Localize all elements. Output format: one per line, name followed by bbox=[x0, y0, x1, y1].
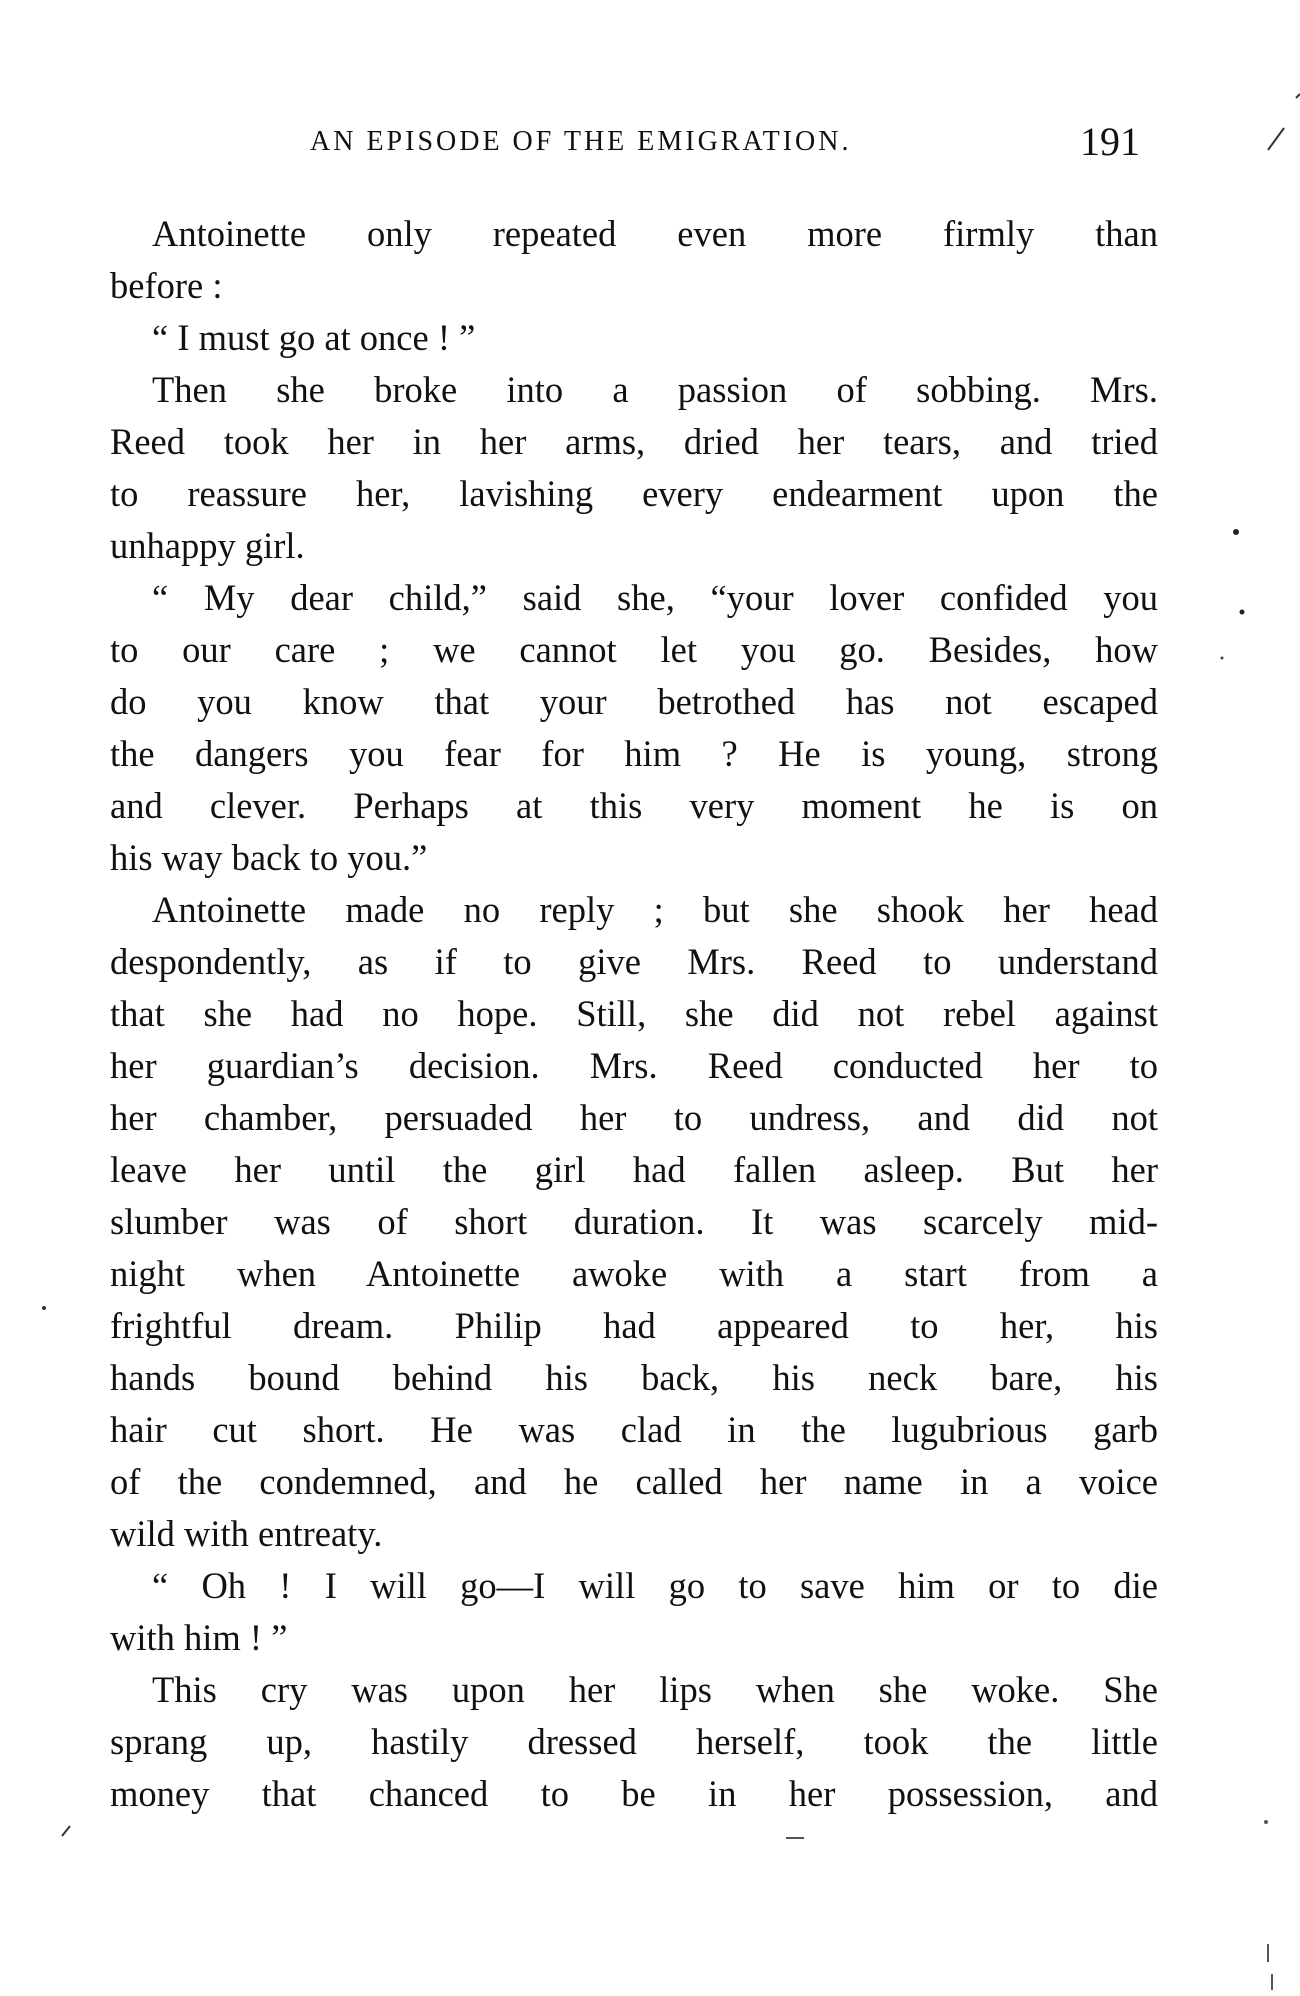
text-line: Then she broke into a passion of sobbing. Mrs. bbox=[152, 369, 1158, 410]
text-line: that she had no hope. Still, she did not rebel against bbox=[110, 993, 1158, 1034]
text-line: “ I must go at once ! ” bbox=[152, 317, 476, 358]
text-line: her guardian’s decision. Mrs. Reed conducted her to bbox=[110, 1045, 1158, 1086]
text-line: her chamber, persuaded her to undress, and did not bbox=[110, 1097, 1158, 1138]
running-head bbox=[0, 118, 1300, 166]
text-line: and clever. Perhaps at this very moment he is on bbox=[110, 785, 1158, 826]
text-line: hair cut short. He was clad in the lugubrious garb bbox=[110, 1409, 1158, 1450]
text-line: his way back to you.” bbox=[110, 837, 428, 878]
text-line: frightful dream. Philip had appeared to her, his bbox=[110, 1305, 1158, 1346]
text-line: “ Oh ! I will go—I will go to save him or to die bbox=[152, 1565, 1158, 1606]
speck-mark bbox=[1233, 529, 1239, 535]
text-line: to our care ; we cannot let you go. Besides, how bbox=[110, 629, 1158, 670]
text-line: hands bound behind his back, his neck bare, his bbox=[110, 1357, 1158, 1398]
text-line: This cry was upon her lips when she woke. She bbox=[152, 1669, 1158, 1710]
text-line: the dangers you fear for him ? He is young, strong bbox=[110, 733, 1158, 774]
speck-mark bbox=[1296, 94, 1300, 98]
speck-mark bbox=[1221, 657, 1224, 660]
text-line: leave her until the girl had fallen asleep. But her bbox=[110, 1149, 1158, 1190]
page-number: 191 bbox=[1080, 119, 1140, 164]
text-line: despondently, as if to give Mrs. Reed to understand bbox=[110, 941, 1158, 982]
body-text bbox=[110, 208, 1158, 1820]
text-line: to reassure her, lavishing every endearment upon the bbox=[110, 473, 1158, 514]
text-line: Antoinette made no reply ; but she shook her head bbox=[152, 889, 1158, 930]
text-line: before : bbox=[110, 265, 223, 306]
text-line: money that chanced to be in her possession, and bbox=[110, 1773, 1158, 1814]
text-line: of the condemned, and he called her name in a voice bbox=[110, 1461, 1158, 1502]
speck-mark bbox=[62, 1826, 70, 1836]
text-line: with him ! ” bbox=[110, 1617, 288, 1658]
text-line: unhappy girl. bbox=[110, 525, 305, 566]
speck-mark bbox=[42, 1306, 46, 1310]
text-line: slumber was of short duration. It was scarcely mid- bbox=[110, 1201, 1158, 1242]
running-title: AN EPISODE OF THE EMIGRATION. bbox=[310, 126, 852, 157]
text-line: “ My dear child,” said she, “your lover confided you bbox=[152, 577, 1158, 618]
text-line: wild with entreaty. bbox=[110, 1513, 383, 1554]
text-line: Antoinette only repeated even more firmly than bbox=[152, 213, 1158, 254]
text-line: night when Antoinette awoke with a start from a bbox=[110, 1253, 1158, 1294]
speck-mark bbox=[1240, 610, 1245, 615]
text-line: sprang up, hastily dressed herself, took the little bbox=[110, 1721, 1158, 1762]
text-line: Reed took her in her arms, dried her tears, and tried bbox=[110, 421, 1158, 462]
speck-mark bbox=[1264, 1820, 1268, 1824]
text-line: do you know that your betrothed has not escaped bbox=[110, 681, 1158, 722]
